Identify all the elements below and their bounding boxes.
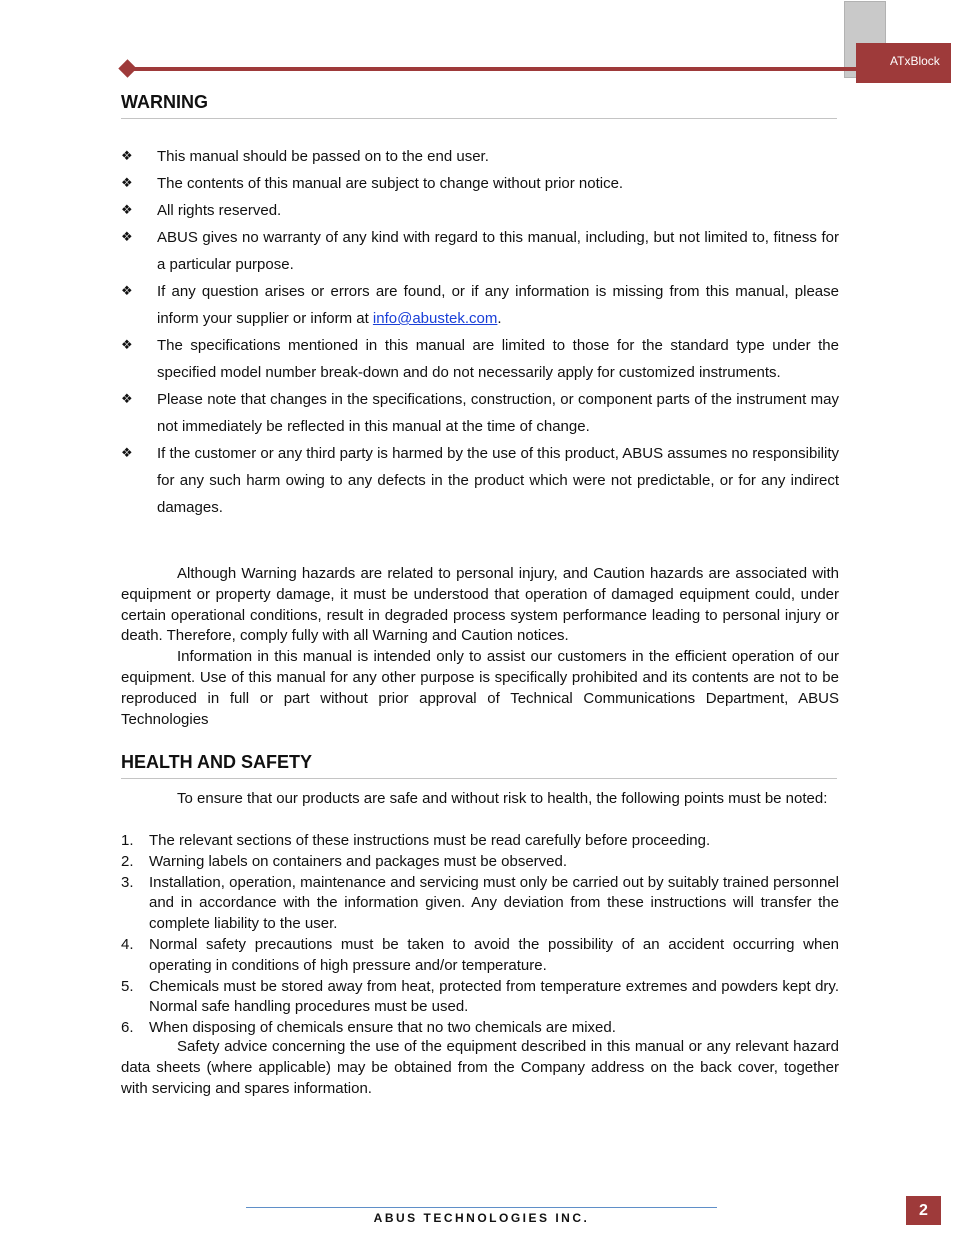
list-item: ❖ All rights reserved. — [121, 197, 839, 224]
list-item: 1. The relevant sections of these instructions must be read carefully before proceeding. — [121, 832, 711, 849]
health-list — [121, 831, 839, 1039]
bullet-icon: ❖ — [121, 203, 133, 218]
health-divider — [121, 778, 837, 779]
health-intro — [121, 789, 839, 810]
health-closing — [121, 1037, 839, 1099]
paragraph: To ensure that our products are safe and without risk to health, the following points must be noted: — [177, 790, 828, 807]
list-item: 6. When disposing of chemicals ensure that no two chemicals are mixed. — [121, 1019, 616, 1037]
diamond-icon — [118, 59, 136, 77]
bullet-icon: ❖ — [121, 230, 133, 245]
list-item: ❖ If any question arises or errors are found, or if any information is missing from this manual, please inform your supplier or inform at info@abustek.com. — [121, 278, 839, 332]
warning-list — [121, 143, 839, 521]
footer-company: ABUS TECHNOLOGIES INC. — [373, 1211, 590, 1225]
paragraph: Safety advice concerning the use of the equipment described in this manual or any relevant hazard data sheets (where applicable) may be obtained from the Company address on the back cover, together with servicing and spares information. — [121, 1038, 839, 1097]
footer-rule — [246, 1207, 717, 1208]
bullet-icon: ❖ — [121, 149, 133, 164]
paragraph: Information in this manual is intended only to assist our customers in the efficient operation of our equipment. Use of this manual for any other purpose is specifically prohibited and its contents are not to be reproduced in full or part without prior approval of Technical Communications Department, ABUS Technologies — [121, 648, 839, 728]
email-link[interactable]: info@abustek.com — [372, 310, 498, 327]
list-item: 5. Chemicals must be stored away from heat, protected from temperature extremes and powders kept dry. Normal safe handling procedures must be used. — [121, 977, 839, 1016]
page-number: 2 — [906, 1196, 941, 1225]
list-item: ❖ This manual should be passed on to the end user. — [121, 143, 839, 170]
paragraph: Although Warning hazards are related to personal injury, and Caution hazards are associated with equipment or property damage, it must be understood that operation of damaged equipment could, under certain operational conditions, result in degraded process system performance leading to personal injury or death. Therefore, comply fully with all Warning and Caution notices. — [121, 565, 839, 645]
bullet-icon: ❖ — [121, 284, 133, 299]
bullet-icon: ❖ — [121, 392, 133, 407]
list-item: 2. Warning labels on containers and packages must be observed. — [121, 852, 568, 870]
header-label-tab — [856, 43, 951, 83]
header-tab-label: ATxBlock — [890, 54, 940, 68]
warning-heading: WARNING — [121, 92, 208, 112]
header-rule — [126, 67, 856, 71]
list-item: ❖ Please note that changes in the specifications, construction, or component parts of the instrument may not immediately be reflected in this manual at the time of change. — [121, 386, 839, 440]
list-item: ❖ If the customer or any third party is harmed by the use of this product, ABUS assumes no responsibility for any such harm owing to any defects in the product which were not predictable, or for any indirect damages. — [121, 440, 839, 521]
bullet-icon: ❖ — [121, 446, 133, 461]
list-item: ❖ ABUS gives no warranty of any kind with regard to this manual, including, but not limited to, fitness for a particular purpose. — [121, 224, 839, 278]
bullet-icon: ❖ — [121, 176, 133, 191]
warning-divider — [121, 118, 837, 119]
list-item: ❖ The contents of this manual are subject to change without prior notice. — [121, 170, 839, 197]
bullet-icon: ❖ — [121, 338, 133, 353]
health-heading: HEALTH AND SAFETY — [121, 752, 312, 772]
list-item: ❖ The specifications mentioned in this manual are limited to those for the standard type under the specified model number break-down and do not necessarily apply for customized instruments. — [121, 332, 839, 386]
list-item: 4. Normal safety precautions must be taken to avoid the possibility of an accident occurring when operating in conditions of high pressure and/or temperature. — [121, 935, 839, 974]
warning-paragraphs — [121, 564, 839, 730]
list-item: 3. Installation, operation, maintenance and servicing must only be carried out by suitably trained personnel and in accordance with the information given. Any deviation from these instructions will transfer the complete liability to the user. — [121, 873, 839, 933]
